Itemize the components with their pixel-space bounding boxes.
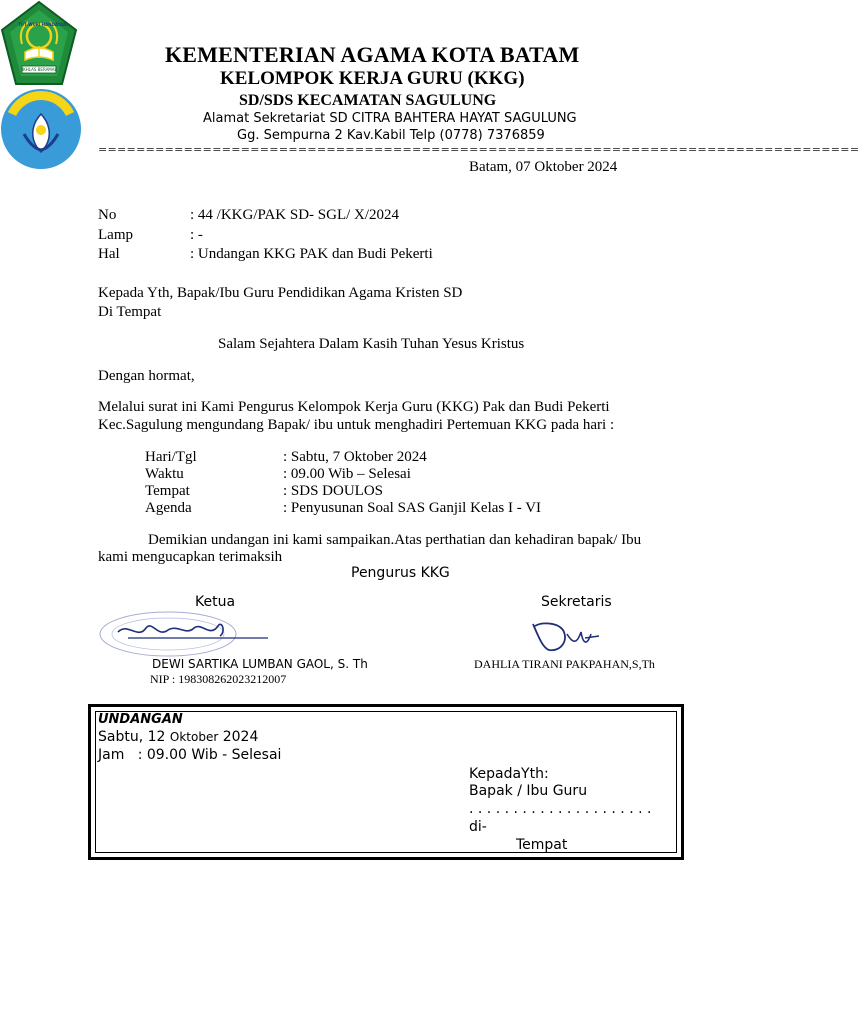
detail-value-agenda: : Penyusunan Soal SAS Ganjil Kelas I - VI xyxy=(283,500,542,516)
chair-signature xyxy=(98,608,273,660)
secretary-signature-icon xyxy=(525,614,605,656)
tut-wuri-handayani-emblem-icon xyxy=(0,86,82,172)
kemenag-logo-motto: IKHLAS BERAMAL xyxy=(22,67,57,72)
chair-nip: NIP : 198308262023212007 xyxy=(150,672,287,686)
kemenag-emblem-icon xyxy=(0,0,78,86)
invitation-date xyxy=(98,729,258,745)
committee-heading: Pengurus KKG xyxy=(351,565,450,581)
detail-value-waktu: : 09.00 Wib – Selesai xyxy=(283,466,411,482)
detail-label-agenda: Agenda xyxy=(145,500,192,516)
detail-value-tempat: : SDS DOULOS xyxy=(283,483,384,499)
letter-date: Batam, 07 Oktober 2024 xyxy=(469,159,618,175)
invitation-dots: . . . . . . . . . . . . . . . . . . . . . xyxy=(469,801,652,817)
kemenag-logo xyxy=(0,0,78,86)
invitation-to-2: Bapak / Ibu Guru xyxy=(469,783,588,799)
meta-hal-value: : Undangan KKG PAK dan Budi Pekerti xyxy=(190,246,433,262)
recipient-line-2: Di Tempat xyxy=(98,304,162,320)
chair-title: Ketua xyxy=(195,594,236,610)
invitation-to-1: KepadaYth: xyxy=(469,766,549,782)
chair-name: DEWI SARTIKA LUMBAN GAOL, S. Th xyxy=(152,657,368,671)
detail-value-hari: : Sabtu, 7 Oktober 2024 xyxy=(283,449,427,465)
secretary-name: DAHLIA TIRANI PAKPAHAN,S,Th xyxy=(474,657,655,671)
recipient-line-1: Kepada Yth, Bapak/Ibu Guru Pendidikan Agama Kristen SD xyxy=(98,285,463,301)
header-kkg: KELOMPOK KERJA GURU (KKG) xyxy=(220,68,525,89)
closing-line-2: kami mengucapkan terimaksih xyxy=(98,549,283,565)
header-address-1: Alamat Sekretariat SD CITRA BAHTERA HAYAT SAGULUNG xyxy=(203,111,577,126)
detail-label-tempat: Tempat xyxy=(145,483,190,499)
header-address-2: Gg. Sempurna 2 Kav.Kabil Telp (0778) 7376859 xyxy=(237,128,545,143)
chair-signature-stamp-icon xyxy=(98,608,273,660)
invitation-time: Jam : 09.00 Wib - Selesai xyxy=(98,747,282,763)
detail-label-hari: Hari/Tgl xyxy=(145,449,197,465)
meta-lamp-label: Lamp xyxy=(98,227,133,243)
body-line-2: Kec.Sagulung mengundang Bapak/ ibu untuk menghadiri Pertemuan KKG pada hari : xyxy=(98,417,615,433)
invitation-date-day: Sabtu, 12 xyxy=(98,729,166,745)
header-separator: ================================================================================ xyxy=(98,143,859,156)
detail-label-waktu: Waktu xyxy=(145,466,184,482)
meta-hal-label: Hal xyxy=(98,246,120,262)
invitation-date-month: Oktober xyxy=(169,730,219,744)
secretary-title: Sekretaris xyxy=(541,594,612,610)
invitation-to-3: di- xyxy=(469,819,487,835)
invitation-card xyxy=(88,704,684,860)
invitation-title: UNDANGAN xyxy=(98,712,183,727)
invitation-date-year: 2024 xyxy=(222,729,259,745)
greeting: Salam Sejahtera Dalam Kasih Tuhan Yesus Kristus xyxy=(218,336,525,352)
tut-wuri-motto: TUT WURI HANDAYANI xyxy=(18,22,68,27)
meta-lamp-value: : - xyxy=(190,227,203,243)
body-line-1: Melalui surat ini Kami Pengurus Kelompok Kerja Guru (KKG) Pak dan Budi Pekerti xyxy=(98,399,610,415)
header-kecamatan: SD/SDS KECAMATAN SAGULUNG xyxy=(239,92,497,109)
secretary-signature xyxy=(525,614,605,656)
opening: Dengan hormat, xyxy=(98,368,195,384)
closing-line-1: Demikian undangan ini kami sampaikan.Atas perthatian dan kehadiran bapak/ Ibu xyxy=(148,532,642,548)
header-ministry: KEMENTERIAN AGAMA KOTA BATAM xyxy=(165,42,580,67)
meta-no-value: : 44 /KKG/PAK SD- SGL/ X/2024 xyxy=(190,207,400,223)
meta-no-label: No xyxy=(98,207,117,223)
invitation-to-4: Tempat xyxy=(516,837,568,853)
